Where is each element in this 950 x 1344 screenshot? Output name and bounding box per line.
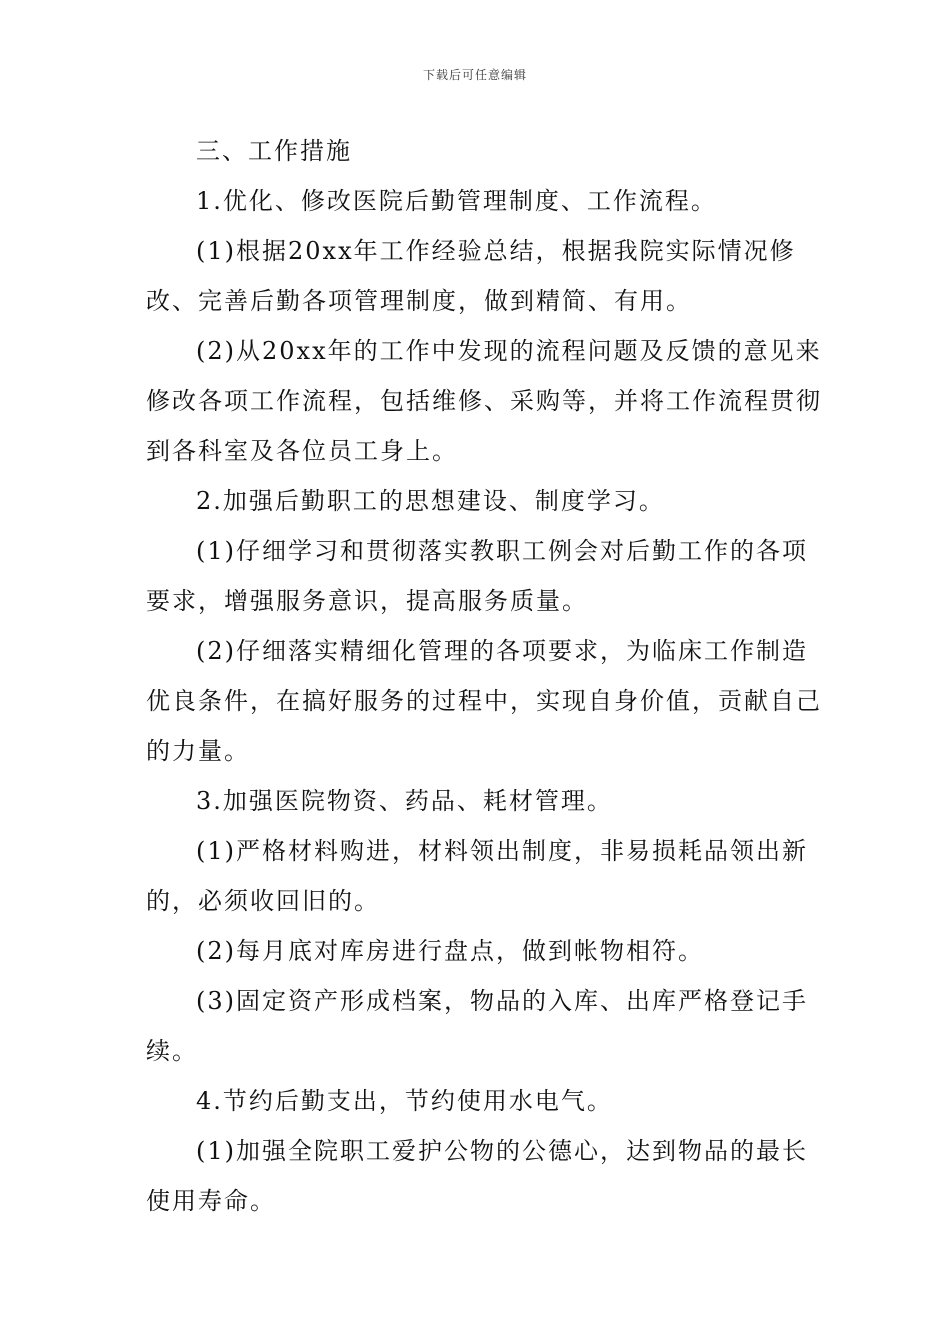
section-heading: 三、工作措施 — [196, 137, 352, 165]
sub-item: (1)严格材料购进，材料领出制度，非易损耗品领出新的，必须收回旧的。 — [146, 837, 808, 915]
sub-item: (2)从20xx年的工作中发现的流程问题及反馈的意见来修改各项工作流程，包括维修、采购等，并将工作流程贯彻到各科室及各位员工身上。 — [146, 337, 822, 465]
item-heading: 4.节约后勤支出，节约使用水电气。 — [196, 1087, 613, 1115]
sub-item: (1)加强全院职工爱护公物的公德心，达到物品的最长使用寿命。 — [146, 1137, 808, 1215]
item-heading: 1.优化、修改医院后勤管理制度、工作流程。 — [196, 187, 717, 215]
sub-item: (3)固定资产形成档案，物品的入库、出库严格登记手续。 — [146, 987, 808, 1065]
item-heading: 2.加强后勤职工的思想建设、制度学习。 — [196, 487, 665, 515]
page-header-note: 下载后可任意编辑 — [422, 68, 527, 82]
sub-item: (1)根据20xx年工作经验总结，根据我院实际情况修改、完善后勤各项管理制度，做到精简、有用。 — [146, 237, 796, 315]
item-heading: 3.加强医院物资、药品、耗材管理。 — [196, 787, 613, 815]
sub-item: (2)每月底对库房进行盘点，做到帐物相符。 — [196, 937, 704, 965]
document-body — [146, 126, 826, 1226]
sub-item: (1)仔细学习和贯彻落实教职工例会对后勤工作的各项要求，增强服务意识，提高服务质量。 — [146, 537, 808, 615]
sub-item: (2)仔细落实精细化管理的各项要求，为临床工作制造优良条件，在搞好服务的过程中，实现自身价值，贡献自己的力量。 — [146, 637, 822, 765]
